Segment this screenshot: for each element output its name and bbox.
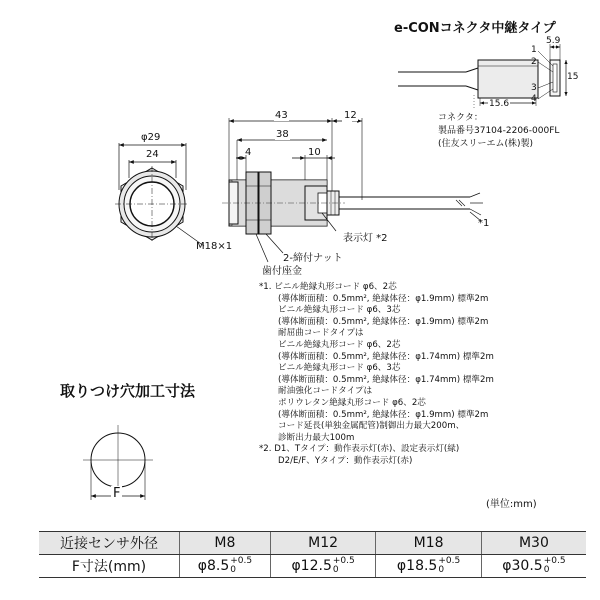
note-line: 耐油強化コードタイプは — [278, 386, 373, 397]
note-line: (導体断面積：0.5mm², 絶縁体径：φ1.9mm) 標準2m — [278, 316, 489, 327]
note-line: (導体断面積：0.5mm², 絶縁体径：φ1.9mm) 標準2m — [278, 293, 489, 304]
table-value-cell — [180, 555, 271, 578]
dim-12: 12 — [344, 110, 357, 121]
note-line: ビニル絶縁丸形コード φ6、3芯 — [278, 305, 401, 316]
thread-label: M18×1 — [196, 241, 233, 252]
tol-lower: 0 — [332, 565, 339, 575]
table-size-m18: M18 — [376, 532, 481, 555]
tolerance — [438, 557, 460, 575]
note-line: (導体断面積：0.5mm², 絶縁体径：φ1.74mm) 標準2m — [278, 374, 494, 385]
table-header-row — [39, 532, 586, 555]
indicator-label: 表示灯 *2 — [343, 233, 388, 244]
tol-lower: 0 — [230, 565, 236, 575]
value-m8: φ8.5 — [197, 558, 230, 574]
dim-43: 43 — [275, 110, 288, 121]
hole-f-label: F — [113, 486, 121, 501]
dim-10: 10 — [308, 147, 321, 158]
note-line: ビニル絶縁丸形コード φ6、2芯 — [278, 339, 401, 350]
value-m18: φ18.5 — [396, 558, 438, 574]
tol-upper: +0.5 — [230, 556, 253, 566]
note-line: *2. D1、Tタイプ：動作表示灯(赤)、設定表示灯(緑) — [259, 444, 460, 455]
table-size-m30: M30 — [481, 532, 586, 555]
tolerance — [230, 557, 252, 575]
note-line: 診断出力最大100m — [278, 432, 355, 443]
tol-upper: +0.5 — [332, 556, 355, 566]
econ-connector-drawing — [398, 44, 566, 108]
tol-lower: 0 — [438, 565, 445, 575]
note-line: ポリウレタン絶縁丸形コード φ6、2芯 — [278, 397, 426, 408]
f-dimension-table — [39, 531, 586, 578]
unit-label: (単位:mm) — [486, 499, 537, 510]
econ-pin-3: 3 — [531, 83, 537, 93]
nut-label: 2-締付ナット — [283, 253, 343, 264]
cable-note-ref: *1 — [478, 218, 490, 229]
econ-pin-1: 1 — [531, 45, 537, 55]
washer-label: 歯付座金 — [262, 266, 302, 277]
econ-pin-2: 2 — [531, 57, 537, 67]
dim-38: 38 — [276, 129, 289, 140]
table-value-cell — [270, 555, 375, 578]
econ-title: e-CONコネクタ中継タイプ — [394, 21, 556, 36]
value-m30: φ30.5 — [502, 558, 543, 574]
econ-connector-maker: (住友スリーエム(株)製) — [438, 139, 534, 149]
econ-dim-length: 15.6 — [489, 99, 510, 109]
note-line: *1. ビニル絶縁丸形コード φ6、2芯 — [259, 282, 397, 292]
value-m12: φ12.5 — [291, 558, 332, 574]
table-value-cell — [376, 555, 481, 578]
note-line: D2/E/F、Yタイプ：動作表示灯(赤) — [278, 455, 413, 466]
table-header-label: 近接センサ外径 — [39, 532, 180, 555]
table-size-m12: M12 — [270, 532, 375, 555]
table-value-cell — [481, 555, 586, 578]
tol-lower: 0 — [543, 565, 550, 575]
note-line: コード延長(単独金属配管)制御出力最大200m、 — [278, 421, 465, 432]
table-size-m8: M8 — [180, 532, 271, 555]
table-row — [39, 555, 586, 578]
hole-section-title: 取りつけ穴加工寸法 — [60, 382, 196, 400]
front-view — [115, 143, 204, 246]
note-line: (導体断面積：0.5mm², 絶縁体径：φ1.9mm) 標準2m — [278, 409, 489, 420]
dim-4: 4 — [245, 147, 252, 158]
econ-connector-label: コネクタ： — [438, 113, 483, 123]
notes-block — [259, 282, 494, 468]
econ-connector-part: 製品番号37104-2206-000FL — [438, 126, 560, 136]
econ-pin-4: 4 — [531, 94, 537, 104]
note-line: (導体断面積：0.5mm², 絶縁体径：φ1.74mm) 標準2m — [278, 351, 494, 362]
dim-phi29: φ29 — [141, 132, 161, 143]
econ-dim-height: 15 — [567, 72, 579, 82]
tolerance — [544, 557, 566, 575]
tol-upper: +0.5 — [543, 556, 566, 566]
note-line: 耐屈曲コードタイプは — [278, 328, 364, 339]
note-line: ビニル絶縁丸形コード φ6、3芯 — [278, 363, 401, 374]
econ-dim-width: 5.9 — [546, 36, 561, 46]
tolerance — [333, 557, 355, 575]
dim-24: 24 — [146, 149, 159, 160]
table-row-label: F寸法(mm) — [39, 555, 180, 578]
tol-upper: +0.5 — [438, 556, 461, 566]
